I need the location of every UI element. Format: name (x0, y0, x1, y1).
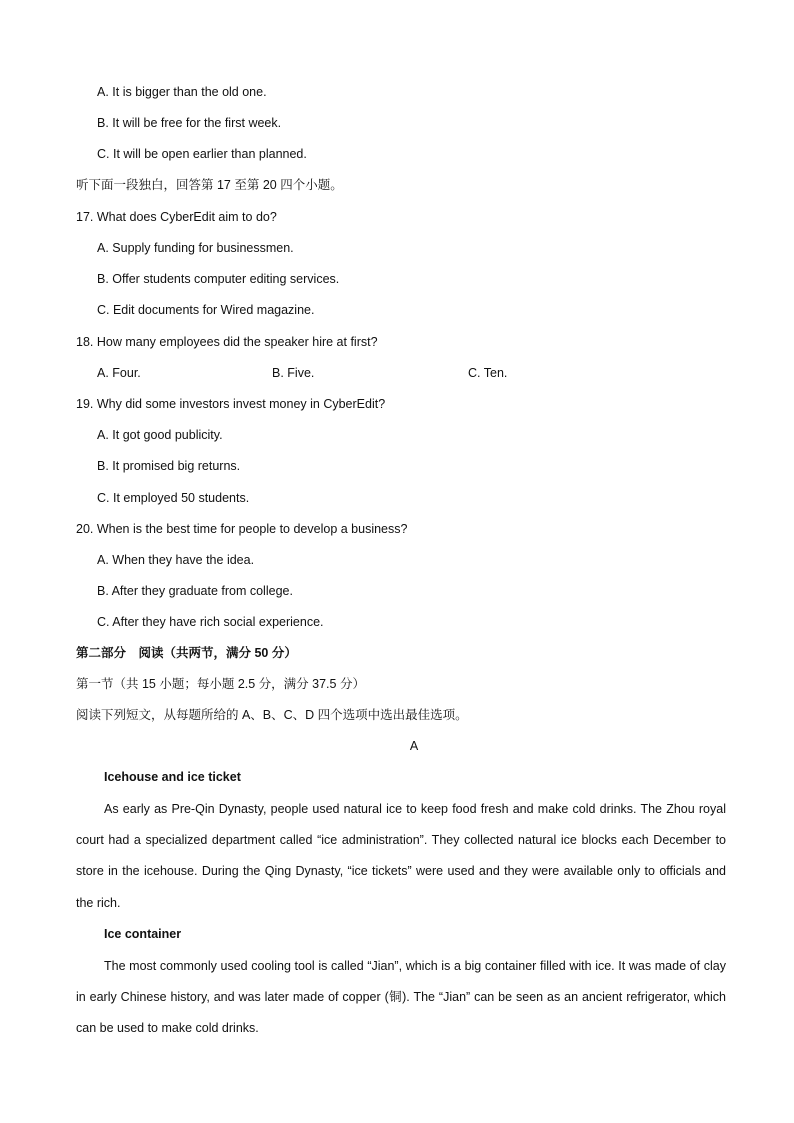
q20-option-b: B. After they graduate from college. (97, 584, 293, 598)
q19-stem: 19. Why did some investors invest money in CyberEdit? (76, 397, 386, 411)
q16-option-a: A. It is bigger than the old one. (97, 85, 267, 99)
q19-option-b: B. It promised big returns. (97, 459, 241, 473)
q20-option-a: A. When they have the idea. (97, 553, 255, 567)
q18-option-a: A. Four. (97, 366, 141, 380)
section1-title: 第一节（共 15 小题；每小题 2.5 分，满分 37.5 分） (76, 677, 365, 691)
q19-option-c: C. It employed 50 students. (97, 491, 250, 505)
q16-option-b: B. It will be free for the first week. (97, 116, 282, 130)
q17-option-c: C. Edit documents for Wired magazine. (97, 303, 315, 317)
passage-label: A (409, 739, 419, 753)
q17-option-b: B. Offer students computer editing services. (97, 272, 340, 286)
q20-option-c: C. After they have rich social experience. (97, 615, 324, 629)
passage-paragraph-1: As early as Pre-Qin Dynasty, people used natural ice to keep food fresh and make cold drinks. The Zhou royal court had a specialized department called “ice administration”. They collected natural ice blocks each December to store in the icehouse. During the Qing Dynasty, “ice tickets” were used and they were available only to officials and the rich. (76, 802, 726, 910)
q18-option-c: C. Ten. (468, 366, 508, 380)
reading-instruction: 阅读下列短文，从每题所给的 A、B、C、D 四个选项中选出最佳选项。 (76, 708, 468, 722)
q18-stem: 18. How many employees did the speaker hire at first? (76, 335, 378, 349)
instruction-17-20: 听下面一段独白，回答第 17 至第 20 四个小题。 (76, 178, 343, 192)
q19-option-a: A. It got good publicity. (97, 428, 223, 442)
q17-stem: 17. What does CyberEdit aim to do? (76, 210, 277, 224)
passage-paragraph-2: The most commonly used cooling tool is called “Jian”, which is a big container filled with ice. It was made of clay in early Chinese history, and was later made of copper (铜). The “Jian” can be seen as an ancient refrigerator, which can be used to make cold drinks. (76, 959, 726, 1036)
q16-option-c: C. It will be open earlier than planned. (97, 147, 307, 161)
q18-option-b: B. Five. (272, 366, 315, 380)
passage-heading-icehouse: Icehouse and ice ticket (104, 770, 241, 784)
part2-title: 第二部分 阅读（共两节，满分 50 分） (76, 646, 297, 660)
passage-heading-ice-container: Ice container (104, 927, 182, 941)
q20-stem: 20. When is the best time for people to develop a business? (76, 522, 408, 536)
q17-option-a: A. Supply funding for businessmen. (97, 241, 294, 255)
